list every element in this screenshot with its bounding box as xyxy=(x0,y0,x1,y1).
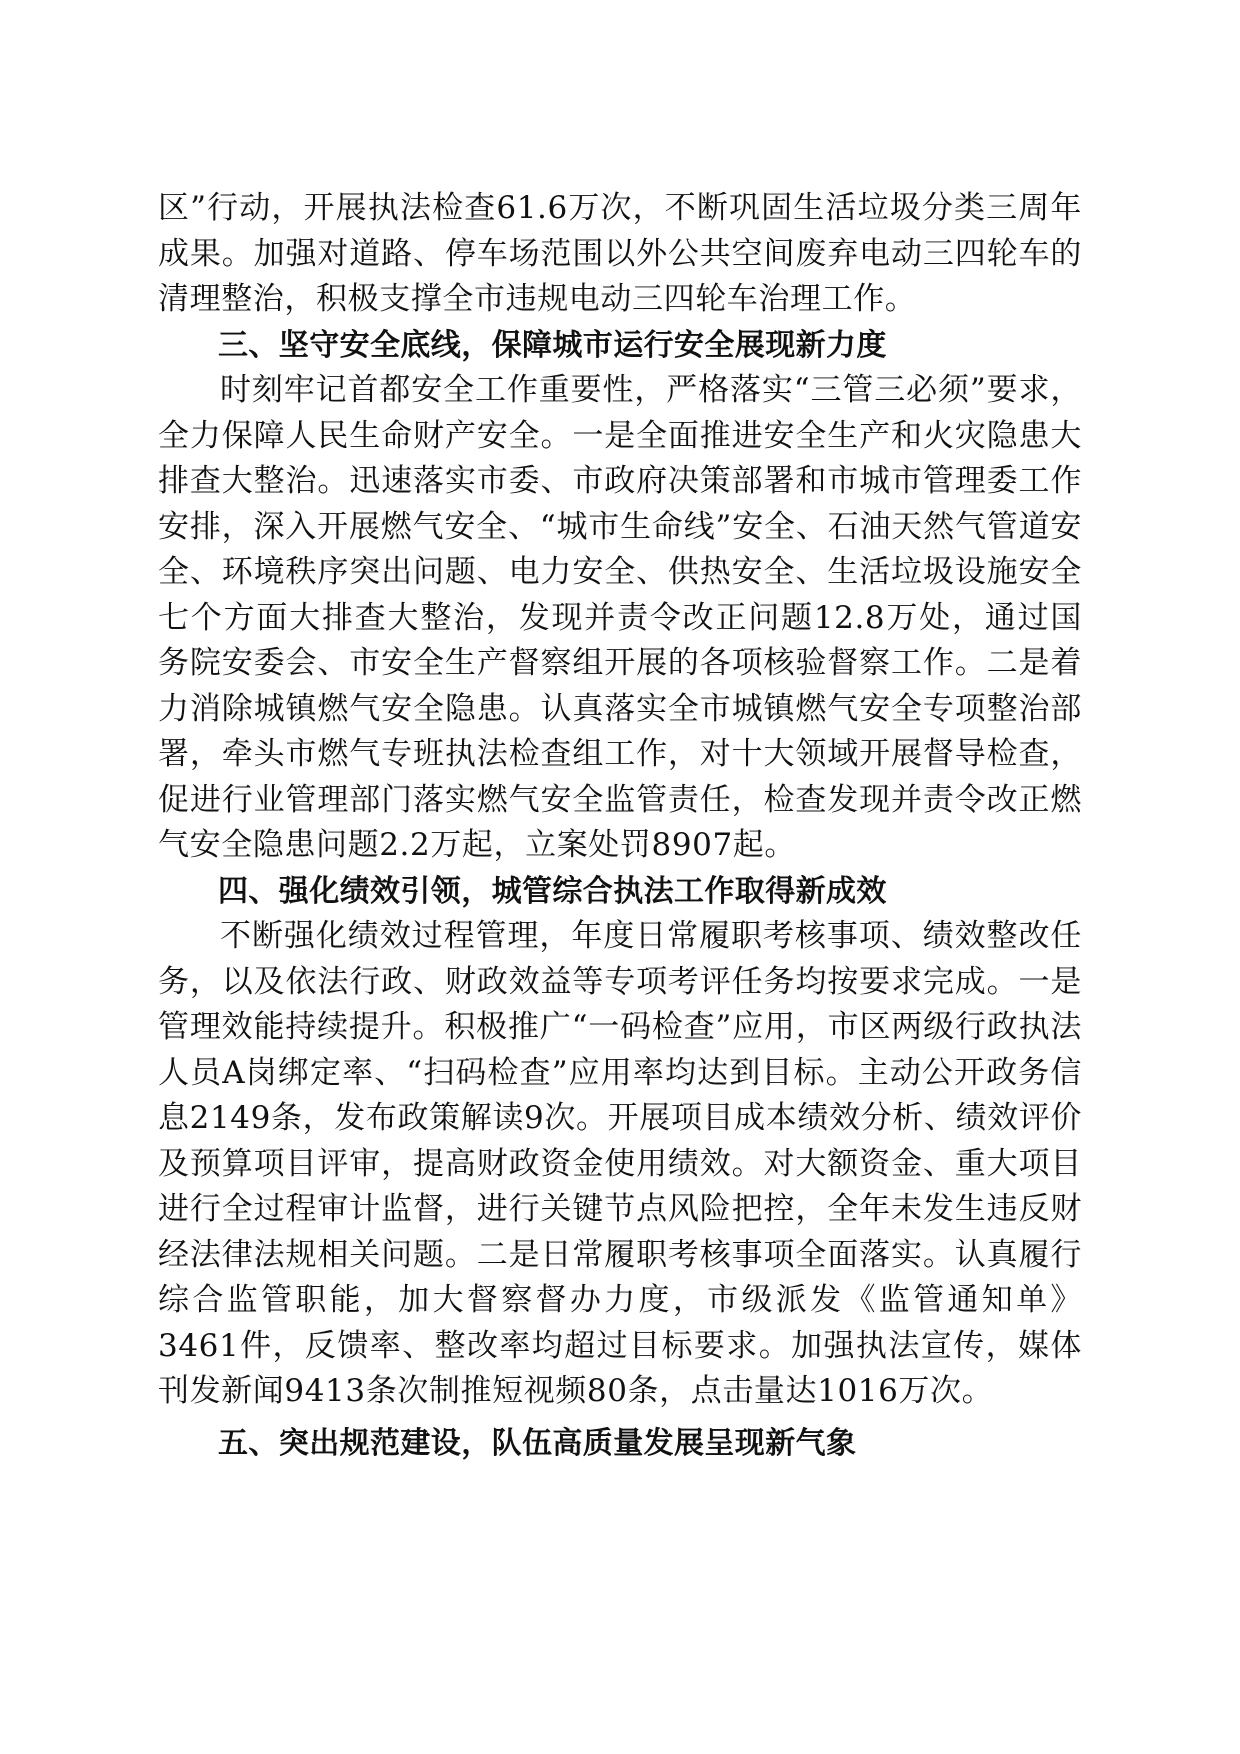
body-paragraph-performance: 不断强化绩效过程管理，年度日常履职考核事项、绩效整改任务，以及依法行政、财政效益等专项考评任务均按要求完成。一是管理效能持续提升。积极推广“一码检查”应用，市区两级行政执法人员A岗绑定率、“扫码检查”应用率均达到目标。主动公开政务信息2149条，发布政策解读9次。开展项目成本绩效分析、绩效评价及预算项目评审，提高财政资金使用绩效。对大额资金、重大项目进行全过程审计监督，进行关键节点风险把控，全年未发生违反财经法律法规相关问题。二是日常履职考核事项全面落实。认真履行综合监管职能，加大督察督办力度，市级派发《监管通知单》3461件，反馈率、整改率均超过目标要求。加强执法宣传，媒体刊发新闻9413条次制推短视频80条，点击量达1016万次。 xyxy=(158,918,1082,1409)
body-paragraph-safety: 时刻牢记首都安全工作重要性，严格落实“三管三必须”要求，全力保障人民生命财产安全。一是全面推进安全生产和火灾隐患大排查大整治。迅速落实市委、市政府决策部署和市城市管理委工作安排，深入开展燃气安全、“城市生命线”安全、石油天然气管道安全、环境秩序突出问题、电力安全、供热安全、生活垃圾设施安全七个方面大排查大整治，发现并责令改正问题12.8万处，通过国务院安委会、市安全生产督察组开展的各项核验督察工作。二是着力消除城镇燃气安全隐患。认真落实全市城镇燃气安全专项整治部署，牵头市燃气专班执法检查组工作，对十大领域开展督导检查，促进行业管理部门落实燃气安全监管责任，检查发现并责令改正燃气安全隐患问题2.2万起，立案处罚8907起。 xyxy=(158,372,1082,863)
document-body xyxy=(158,186,1082,1466)
section-heading-4: 四、强化绩效引领，城管综合执法工作取得新成效 xyxy=(218,873,887,909)
section-heading-5: 五、突出规范建设，队伍高质量发展呈现新气象 xyxy=(218,1425,857,1461)
section-heading-3: 三、坚守安全底线，保障城市运行安全展现新力度 xyxy=(218,327,887,363)
body-paragraph-continued: 区”行动，开展执法检查61.6万次，不断巩固生活垃圾分类三周年成果。加强对道路、停车场范围以外公共空间废弃电动三四轮车的清理整治，积极支撑全市违规电动三四轮车治理工作。 xyxy=(158,190,1082,317)
